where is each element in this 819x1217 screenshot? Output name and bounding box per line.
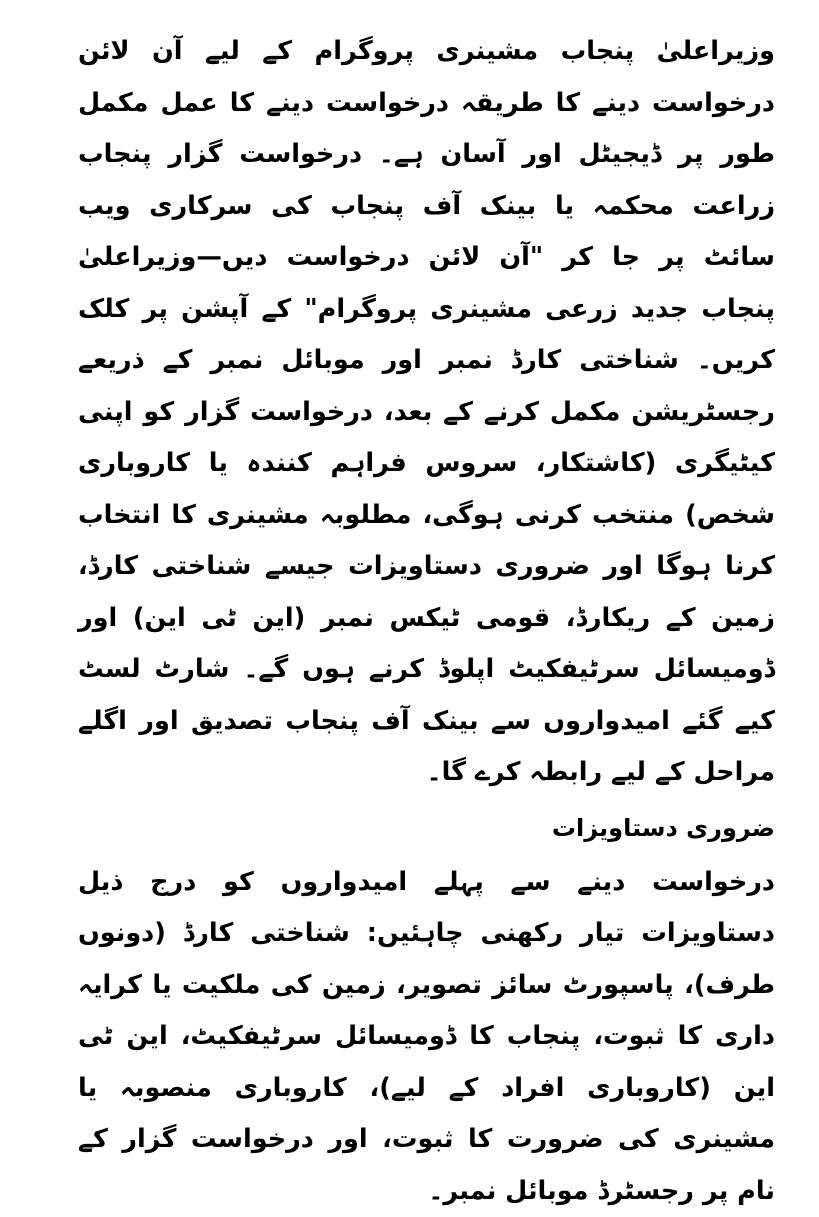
intro-paragraph: وزیراعلیٰ پنجاب مشینری پروگرام کے لیے آن لائن درخواست دینے کا طریقہ درخواست دینے کا عمل مکمل طور پر ڈیجیٹل اور آسان ہے۔ درخواست گزار پنجاب زراعت محکمہ یا بینک آف پنجاب کی سرکاری ویب سائٹ پر جا کر "آن لائن درخواست دیں—وزیراعلیٰ پنجاب جدید زرعی مشینری پروگرام" کے آپشن پر کلک کریں۔ شناختی کارڈ نمبر اور موبائل نمبر کے ذریعے رجسٹریشن مکمل کرنے کے بعد، درخواست گزار کو اپنی کیٹیگری (کاشتکار، سروس فراہم کنندہ یا کاروباری شخص) منتخب کرنی ہوگی، مطلوبہ مشینری کا انتخاب کرنا ہوگا اور ضروری دستاویزات جیسے شناختی کارڈ، زمین کے ریکارڈ، قومی ٹیکس نمبر (این ٹی این) اور ڈومیسائل سرٹیفکیٹ اپلوڈ کرنے ہوں گے۔ شارٹ لسٹ کیے گئے امیدواروں سے بینک آف پنجاب تصدیق اور اگلے مراحل کے لیے رابطہ کرے گا۔ xyxy=(78,26,775,799)
required-documents-paragraph: درخواست دینے سے پہلے امیدواروں کو درج ذیل دستاویزات تیار رکھنی چاہئیں: شناختی کارڈ (دونوں طرف)، پاسپورٹ سائز تصویر، زمین کی ملکیت یا کرایہ داری کا ثبوت، پنجاب کا ڈومیسائل سرٹیفکیٹ، این ٹی این (کاروباری افراد کے لیے)، کاروباری منصوبہ یا مشینری کی ضرورت کا ثبوت، اور درخواست گزار کے نام پر رجسٹرڈ موبائل نمبر۔ xyxy=(78,857,775,1217)
required-documents-heading: ضروری دستاویزات xyxy=(78,803,775,853)
